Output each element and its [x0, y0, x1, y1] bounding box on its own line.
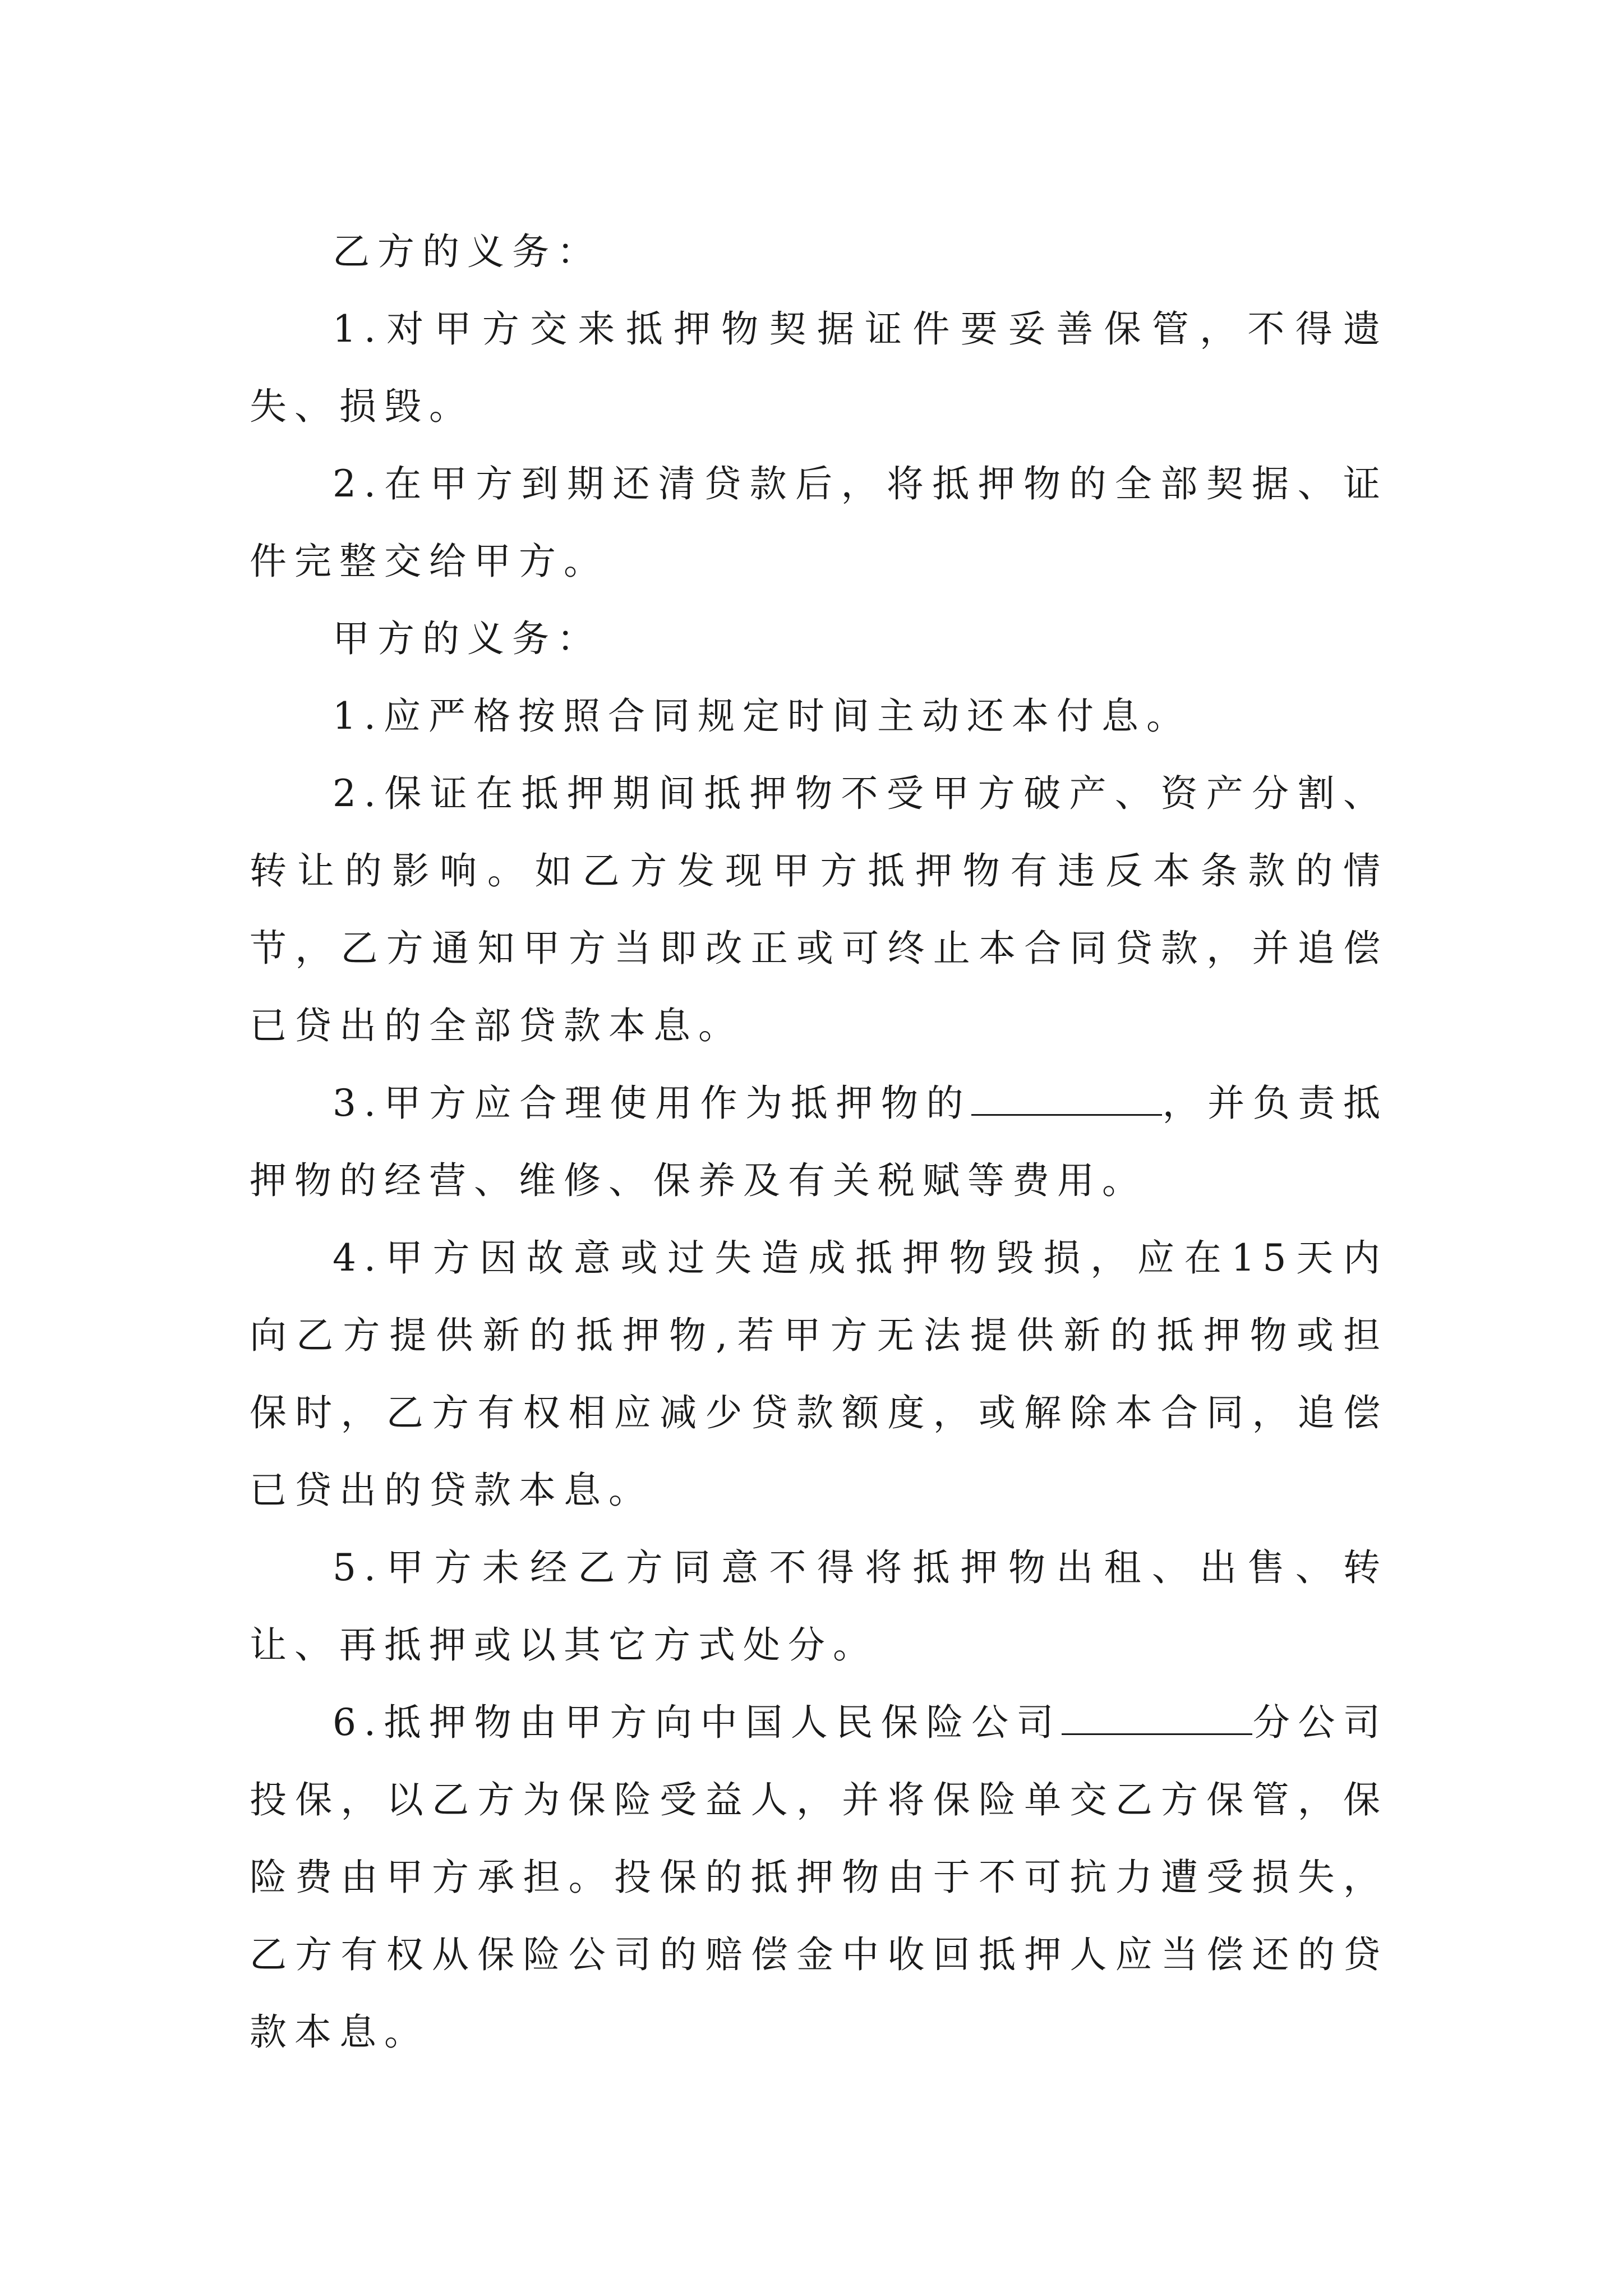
party-a-item-3	[250, 1065, 1388, 1220]
collateral-blank-field[interactable]	[971, 1080, 1162, 1116]
party-a-item-3-text-before: 3.甲方应合理使用作为抵押物的	[333, 1082, 972, 1125]
contract-page	[250, 213, 1388, 2071]
party-a-item-3-text-after: ，并负责抵押物的经营、维修、保养及有关税赋等费用。	[250, 1082, 1388, 1202]
party-b-item-1: 1.对甲方交来抵押物契据证件要妥善保管，不得遗失、损毁。	[250, 307, 1388, 428]
party-a-obligations-heading: 甲方的义务：	[333, 617, 602, 660]
party-a-item-2: 2.保证在抵押期间抵押物不受甲方破产、资产分割、转让的影响。如乙方发现甲方抵押物有违反本条款的情节，乙方通知甲方当即改正或可终止本合同贷款，并追偿已贷出的全部贷款本息。	[250, 772, 1388, 1047]
party-b-item-2: 2.在甲方到期还清贷款后，将抵押物的全部契据、证件完整交给甲方。	[250, 462, 1388, 583]
party-a-item-5: 5.甲方未经乙方同意不得将抵押物出租、出售、转让、再抵押或以其它方式处分。	[250, 1546, 1388, 1667]
party-a-item-6-text-after: 分公司投保，以乙方为保险受益人，并将保险单交乙方保管，保险费由甲方承担。投保的抵押物由于不可抗力遭受损失，乙方有权从保险公司的赔偿金中收回抵押人应当偿还的贷款本息。	[250, 1701, 1388, 2054]
party-b-obligations-heading: 乙方的义务：	[333, 230, 602, 273]
party-a-item-1: 1.应严格按照合同规定时间主动还本付息。	[333, 694, 1191, 738]
insurance-branch-blank-field[interactable]	[1062, 1700, 1252, 1735]
party-a-item-6	[250, 1684, 1388, 2071]
party-a-item-4: 4.甲方因故意或过失造成抵押物毁损，应在15天内向乙方提供新的抵押物,若甲方无法提供新的抵押物或担保时，乙方有权相应减少贷款额度，或解除本合同，追偿已贷出的贷款本息。	[250, 1236, 1388, 1512]
party-a-item-6-text-before: 6.抵押物由甲方向中国人民保险公司	[333, 1701, 1062, 1744]
